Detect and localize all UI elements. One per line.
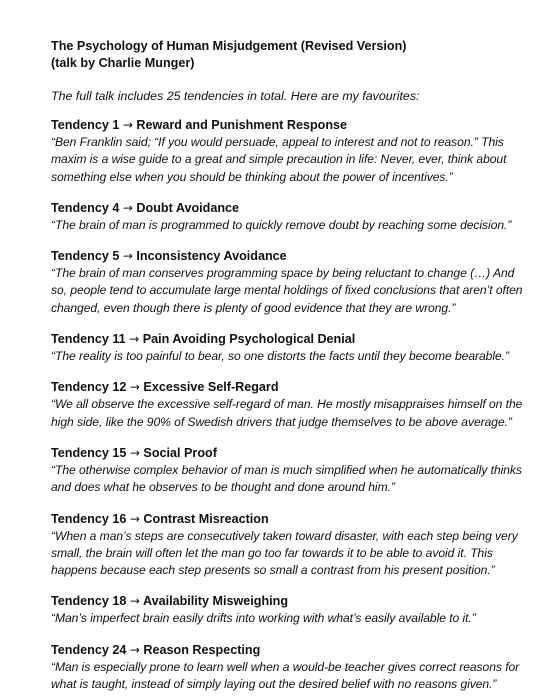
- tendency-quote: “When a man’s steps are consecutively taken toward disaster, with each step being very small, the brain will often let the man go too far towards it to be able to avoid it. This happens because each step presents so small a contrast from his present position.”: [51, 528, 518, 578]
- tendency-name: Doubt Avoidance: [136, 200, 240, 215]
- document-page: [51, 38, 531, 693]
- tendency-quote: “The brain of man is programmed to quickly remove doubt by reaching some decision.”: [51, 217, 512, 232]
- document-title: [51, 38, 531, 72]
- tendency-number: Tendency 16: [51, 511, 127, 526]
- right-arrow-icon: →: [129, 594, 140, 609]
- tendency-heading: [51, 117, 531, 133]
- tendency-name: Reason Respecting: [143, 642, 261, 657]
- tendency-section: [51, 445, 531, 497]
- tendency-number: Tendency 12: [51, 380, 127, 395]
- tendency-name: Contrast Misreaction: [143, 511, 269, 526]
- tendency-name: Availability Misweighing: [142, 594, 289, 609]
- tendency-heading: [51, 200, 531, 216]
- tendency-quote: “Ben Franklin said; “If you would persuade, appeal to interest and not to reason.” This maxim is a wise guide to a great and simple precaution in life: Never, ever, think about something else when you should be thinking about the power of incentives.”: [51, 135, 507, 184]
- tendency-name: Social Proof: [143, 445, 217, 460]
- tendency-heading: [51, 511, 531, 527]
- tendency-name: Pain Avoiding Psychological Denial: [142, 332, 356, 347]
- tendency-heading: [51, 593, 531, 609]
- tendency-number: Tendency 15: [51, 445, 127, 460]
- tendency-section: [51, 331, 531, 365]
- tendency-name: Reward and Punishment Response: [136, 118, 348, 132]
- tendency-heading: [51, 248, 531, 264]
- tendency-number: Tendency 1: [51, 118, 120, 132]
- document-title-line-1: The Psychology of Human Misjudgement (Revised Version): [51, 39, 407, 53]
- tendency-quote: “We all observe the excessive self-regard of man. He mostly misappraises himself on the high side, like the 90% of Swedish drivers that judge themselves to be above average.”: [51, 397, 523, 429]
- tendency-number: Tendency 5: [51, 249, 120, 264]
- tendency-name: Inconsistency Avoidance: [136, 249, 287, 264]
- tendency-quote: “Man’s imperfect brain easily drifts into working with what’s easily available to it.”: [51, 611, 476, 626]
- right-arrow-icon: →: [122, 249, 133, 264]
- tendency-list: [51, 117, 531, 693]
- tendency-number: Tendency 4: [51, 200, 120, 215]
- tendency-quote: “The otherwise complex behavior of man is much simplified when he automatically thinks and does what he observes to be thought and done around him.”: [51, 462, 522, 495]
- tendency-quote: “Man is especially prone to learn well when a would-be teacher gives correct reasons for what is taught, instead of simply laying out the desired belief with no reasons given.”: [51, 659, 520, 692]
- tendency-section: [51, 642, 531, 694]
- tendency-heading: [51, 379, 531, 395]
- tendency-quote: “The brain of man conserves programming space by being reluctant to change (…) And so, people tend to accumulate large mental holdings of fixed conclusions that aren’t often changed, even though there is plenty of good evidence that they are wrong.”: [51, 266, 523, 315]
- tendency-heading: [51, 331, 531, 347]
- right-arrow-icon: →: [129, 642, 140, 657]
- right-arrow-icon: →: [129, 445, 140, 460]
- right-arrow-icon: →: [129, 332, 140, 347]
- tendency-number: Tendency 24: [51, 642, 127, 657]
- right-arrow-icon: →: [122, 200, 133, 215]
- tendency-section: [51, 200, 531, 234]
- tendency-quote: “The reality is too painful to bear, so one distorts the facts until they become bearable.”: [51, 349, 509, 364]
- intro-text: The full talk includes 25 tendencies in total. Here are my favourites:: [51, 89, 420, 103]
- tendency-section: [51, 593, 531, 627]
- right-arrow-icon: →: [129, 511, 140, 526]
- tendency-number: Tendency 11: [51, 332, 126, 347]
- tendency-heading: [51, 445, 531, 461]
- tendency-heading: [51, 642, 531, 658]
- tendency-section: [51, 511, 531, 580]
- document-title-line-2: (talk by Charlie Munger): [51, 56, 195, 70]
- right-arrow-icon: →: [129, 380, 140, 395]
- tendency-section: [51, 117, 531, 186]
- tendency-number: Tendency 18: [51, 594, 127, 609]
- tendency-section: [51, 248, 531, 317]
- tendency-name: Excessive Self-Regard: [143, 380, 279, 395]
- tendency-section: [51, 379, 531, 431]
- right-arrow-icon: →: [122, 118, 133, 132]
